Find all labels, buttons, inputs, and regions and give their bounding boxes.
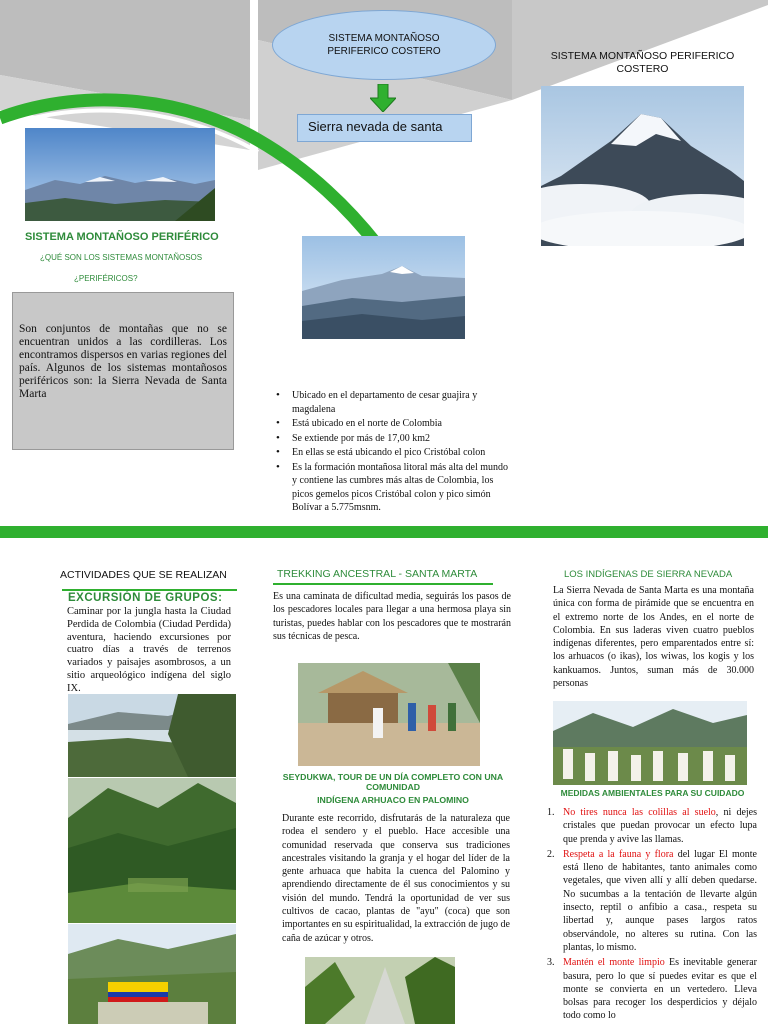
tour-title-line-2: INDÍGENA ARHUACO EN PALOMINO (317, 795, 469, 805)
trekking-text: Es una caminata de dificultad media, seguirás los pasos de los pescadores locales para llegar a una hermosa playa sin turistas, puedes hablar con los pescadores que te mostrarán sus técnicas de pesca. (273, 591, 511, 642)
measure-item (547, 806, 757, 846)
activities-underline (62, 589, 237, 591)
measure-detail: Es inevitable generar basura, pero lo que sí puedes evitar es que el monte se convierta en un vertedero. Lleva bolsas para recoger los desperdicios y déjalo todo como lo (563, 957, 757, 1022)
group-with-flag-photo (68, 924, 236, 1024)
sierra-nevada-label: Sierra nevada de santa (308, 119, 443, 134)
definition-box (12, 292, 234, 450)
measure-highlight: No tires nunca las colillas al suelo (563, 807, 716, 818)
banana-plants-photo (305, 957, 455, 1024)
fact-item: • Ubicado en el departamento de cesar guajira y magdalena (274, 389, 514, 416)
fact-item: • Está ubicado en el norte de Colombia (274, 417, 514, 431)
mountain-range-photo (25, 128, 215, 221)
question-line-1: ¿QUÉ SON LOS SISTEMAS MONTAÑOSOS (40, 253, 203, 262)
question-line-2: ¿PERIFÉRICOS? (74, 274, 138, 283)
title-oval (272, 10, 496, 80)
lagoon-view-photo (68, 694, 236, 777)
indigenous-title: LOS INDÍGENAS DE SIERRA NEVADA (564, 569, 733, 580)
tour-title-line-1: SEYDUKWA, TOUR DE UN DÍA COMPLETO CON UNA COMUNIDAD (282, 772, 504, 792)
oval-title-text: SISTEMA MONTAÑOSO PERIFERICO COSTERO (327, 33, 441, 57)
snowy-peak-photo (302, 236, 465, 339)
indigenous-village-photo (298, 663, 480, 766)
fact-item: • Es la formación montañosa litoral más alta del mundo y contiene las cumbres más altas de Colombia, los picos gemelos picos Cristóbal colon y pico simón Bolívar a 5.775msnm. (274, 461, 514, 515)
sierra-nevada-box (297, 114, 472, 142)
fact-item: • Se extiende por más de 17,00 km2 (274, 432, 514, 446)
excursion-text: Caminar por la jungla hasta la Ciudad Perdida de Colombia (Ciudad Perdida) aventura, haciendo excursiones por cuatro días a través de terrenos variados y paisajes asombrosos, a un sitio arqueológico indígena del siglo IX. (67, 606, 231, 694)
fact-item: • En ellas se está ubicando el pico Cristóbal colon (274, 446, 514, 460)
section-divider-bar (0, 526, 768, 538)
trekking-title: TREKKING ANCESTRAL - SANTA MARTA (277, 568, 478, 580)
definition-text: Son conjuntos de montañas que no se encuentran unidos a las cordilleras. Los encontramos dispersos en varias regiones del país. Algunos de los sistemas montañosos periféricos son: la Sierra Nevada de Santa Marta (19, 323, 227, 400)
trekking-underline (273, 583, 493, 585)
measure-number: 3. (547, 957, 555, 969)
measures-title: MEDIDAS AMBIENTALES PARA SU CUIDADO (560, 788, 745, 798)
measure-item (547, 956, 757, 1022)
peripheral-system-heading: SISTEMA MONTAÑOSO PERIFÉRICO (25, 231, 219, 243)
measure-detail: , ni dejes cristales que puedan provocar un efecto lupa que prenda y avive las llamas. (563, 807, 757, 845)
measure-detail: del lugar El monte está lleno de habitantes, tanto animales como vegetales, que viven allí y allí deben quedarse. No sucumbas a la tentación de llevarte algún insecto, reptil o anfibio a casa., respeta su libertad y, aunque pases largos ratos observándole, no alteres su rutina. Con las plantas, lo mismo. (563, 848, 757, 953)
arhuaco-gathering-photo (553, 701, 747, 785)
measure-highlight: Mantén el monte limpio (563, 957, 665, 969)
activities-title: ACTIVIDADES QUE SE REALIZAN (60, 569, 227, 581)
tour-text: Durante este recorrido, disfrutarás de la naturaleza que rodea el sendero y el pueblo. Hace accesible una comunidad reservada que conserva sus tradiciones ancestrales visitando la granja y el hogar del líder de la gente arhuaca que habita la cuenca del Palomino y aprendiendo directamente de él sus conocimientos y su visión del mundo. Tendrá la oportunidad de ver sus cultivos de cacao, plantas de "ayu" (coca) que son importantes en su espiritualidad, la extracción de jugo de caña de azúcar y otros. (282, 813, 510, 944)
down-arrow-icon (370, 84, 396, 112)
measures-list (547, 806, 757, 1024)
excursion-title: EXCURSIÓN DE GRUPOS: (68, 592, 223, 604)
location-facts-list (274, 389, 514, 516)
jungle-trail-photo (68, 778, 236, 923)
measure-number: 1. (547, 807, 555, 818)
indigenous-text: La Sierra Nevada de Santa Marta es una montaña única con forma de pirámide que se encuentra en el extremo norte de los Andes, en el norte de Colombia. En sus laderas viven cuatro pueblos indígenas diferentes, pero emparentados entre sí: los arhuacos (o ikas), los wiwas, los kogis y los kankuamos. Juntos, suman más de 30.000 personas (553, 585, 754, 690)
measure-highlight: Respeta a la fauna y flora (563, 848, 674, 860)
summit-above-clouds-photo (541, 86, 744, 246)
measure-number: 2. (547, 848, 555, 860)
right-panel-title: SISTEMA MONTAÑOSO PERIFERICO COSTERO (550, 50, 735, 75)
measure-item (547, 848, 757, 954)
